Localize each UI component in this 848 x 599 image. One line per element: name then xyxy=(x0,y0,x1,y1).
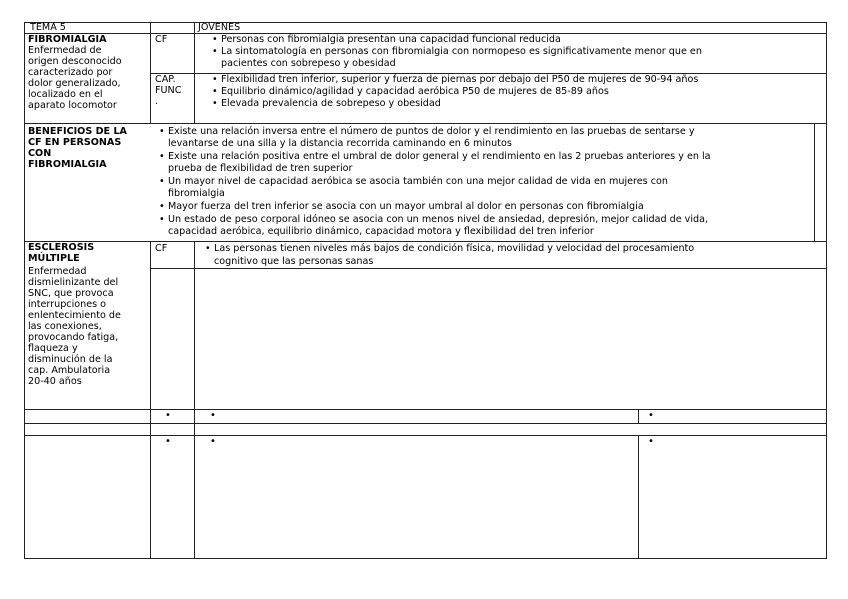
beneficios-title xyxy=(28,126,127,170)
beneficios-title-line: CON xyxy=(28,148,52,159)
desc-line: enlentecimiento de xyxy=(28,310,121,321)
desc-line: localizado en el xyxy=(28,89,103,100)
esclerosis-cf-item: • Las personas tienen niveles más bajos de condición física, movilidad y velocidad del procesamiento xyxy=(214,243,694,254)
cap-label-line: CAP. xyxy=(155,74,176,85)
esclerosis-title xyxy=(28,242,94,264)
desc-line: SNC, que provoca xyxy=(28,288,114,299)
col-border-3-a xyxy=(638,409,639,424)
empty-bullet: • xyxy=(165,436,171,447)
beneficios-item-cont: fibromialgia xyxy=(168,188,225,199)
esclerosis-title-line: ESCLEROSIS xyxy=(28,242,95,253)
row-border-top xyxy=(24,22,827,23)
desc-line: caracterizado por xyxy=(28,67,113,78)
beneficios-title-line: FIBROMIALGIA xyxy=(28,159,107,170)
beneficios-title-line: CF EN PERSONAS xyxy=(28,137,122,148)
desc-line: cap. Ambulatoria xyxy=(28,365,111,376)
desc-line: Enfermedad de xyxy=(28,45,102,56)
desc-line: provocando fatiga, xyxy=(28,332,119,343)
desc-line: dolor generalizado, xyxy=(28,78,121,89)
fibro-cf-label: CF xyxy=(155,34,168,45)
fibro-cap-item: • Flexibilidad tren inferior, superior y fuerza de piernas por debajo del P50 de mujeres de 90-94 años xyxy=(221,74,698,85)
beneficios-item: • Existe una relación inversa entre el número de puntos de dolor y el rendimiento en las pruebas de sentarse y xyxy=(168,126,695,137)
fibro-cap-item: • Elevada prevalencia de sobrepeso y obesidad xyxy=(221,98,441,109)
empty-bullet: • xyxy=(165,410,171,421)
table-border-bottom xyxy=(24,558,827,559)
beneficios-item: • Existe una relación positiva entre el umbral de dolor general y el rendimiento en las 2 pruebas anteriores y en la xyxy=(168,151,711,162)
esclerosis-cf-item-cont: cognitivo que las personas sanas xyxy=(214,256,374,267)
fibromialgia-description xyxy=(28,45,122,111)
header-tema: TEMA 5 xyxy=(30,22,66,33)
fibro-cap-label xyxy=(155,74,181,107)
empty-bullet: • xyxy=(648,410,654,421)
desc-line: dismielinizante del xyxy=(28,277,119,288)
col-border-1-bottom xyxy=(150,241,151,559)
empty-bullet: • xyxy=(210,410,216,421)
table-border-left xyxy=(24,22,25,559)
empty-bullet: • xyxy=(648,436,654,447)
beneficios-item-cont: levantarse de una silla y la distancia recorrida caminando en 6 minutos xyxy=(168,138,512,149)
row-border-esc-cf-bottom xyxy=(150,268,827,269)
row-border-esc-bottom xyxy=(24,409,827,410)
desc-line: origen desconocido xyxy=(28,56,122,67)
col-border-2-top xyxy=(194,22,195,124)
esclerosis-description xyxy=(28,266,121,387)
row-border-beneficios-bottom xyxy=(24,241,827,242)
desc-line: flaqueza y xyxy=(28,343,78,354)
desc-line: aparato locomotor xyxy=(28,100,117,111)
esclerosis-cf-label: CF xyxy=(155,243,168,254)
empty-bullet: • xyxy=(210,436,216,447)
col-border-2-bottom xyxy=(194,241,195,559)
row-border-b xyxy=(24,435,827,436)
fibro-cf-item: • Personas con fibromialgia presentan una capacidad funcional reducida xyxy=(221,34,561,45)
cap-label-line: FUNC xyxy=(155,85,182,96)
fibro-cap-item: • Equilibrio dinámico/agilidad y capacidad aeróbica P50 de mujeres de 85-89 años xyxy=(221,86,609,97)
col-border-1-top xyxy=(150,22,151,124)
beneficios-item-cont: capacidad aeróbica, equilibrio dinámico, capacidad motora y flexibilidad del tren inferior xyxy=(168,226,594,237)
fibromialgia-title: FIBROMIALGIA xyxy=(28,34,107,45)
beneficios-item: • Mayor fuerza del tren inferior se asocia con un mayor umbral al dolor en personas con fibromialgia xyxy=(168,201,644,212)
col-border-beneficios xyxy=(814,123,815,242)
beneficios-title-line: BENEFICIOS DE LA xyxy=(28,126,127,137)
cap-label-line: . xyxy=(155,96,159,107)
fibro-cf-item-cont: pacientes con sobrepeso y obesidad xyxy=(221,58,396,69)
beneficios-item: • Un mayor nivel de capacidad aeróbica se asocia también con una mejor calidad de vida en mujeres con xyxy=(168,176,668,187)
fibro-cf-item: • La sintomatología en personas con fibromialgia con normopeso es significativamente menor que en xyxy=(221,46,702,57)
beneficios-item: • Un estado de peso corporal idóneo se asocia con un menos nivel de ansiedad, depresión, mejor calidad de vida, xyxy=(168,214,708,225)
desc-line: Enfermedad xyxy=(28,266,87,277)
table-border-right xyxy=(826,22,827,559)
row-border-fibro-bottom xyxy=(24,123,827,124)
desc-line: las conexiones, xyxy=(28,321,102,332)
desc-line: interrupciones o xyxy=(28,299,107,310)
beneficios-item-cont: prueba de flexibilidad de tren superior xyxy=(168,163,353,174)
desc-line: 20-40 años xyxy=(28,376,82,387)
header-jovenes: JOVENES xyxy=(198,22,241,33)
col-border-3-b xyxy=(638,435,639,559)
esclerosis-title-line: MÚLTIPLE xyxy=(28,253,80,264)
row-border-a xyxy=(24,423,827,424)
desc-line: disminución de la xyxy=(28,354,113,365)
